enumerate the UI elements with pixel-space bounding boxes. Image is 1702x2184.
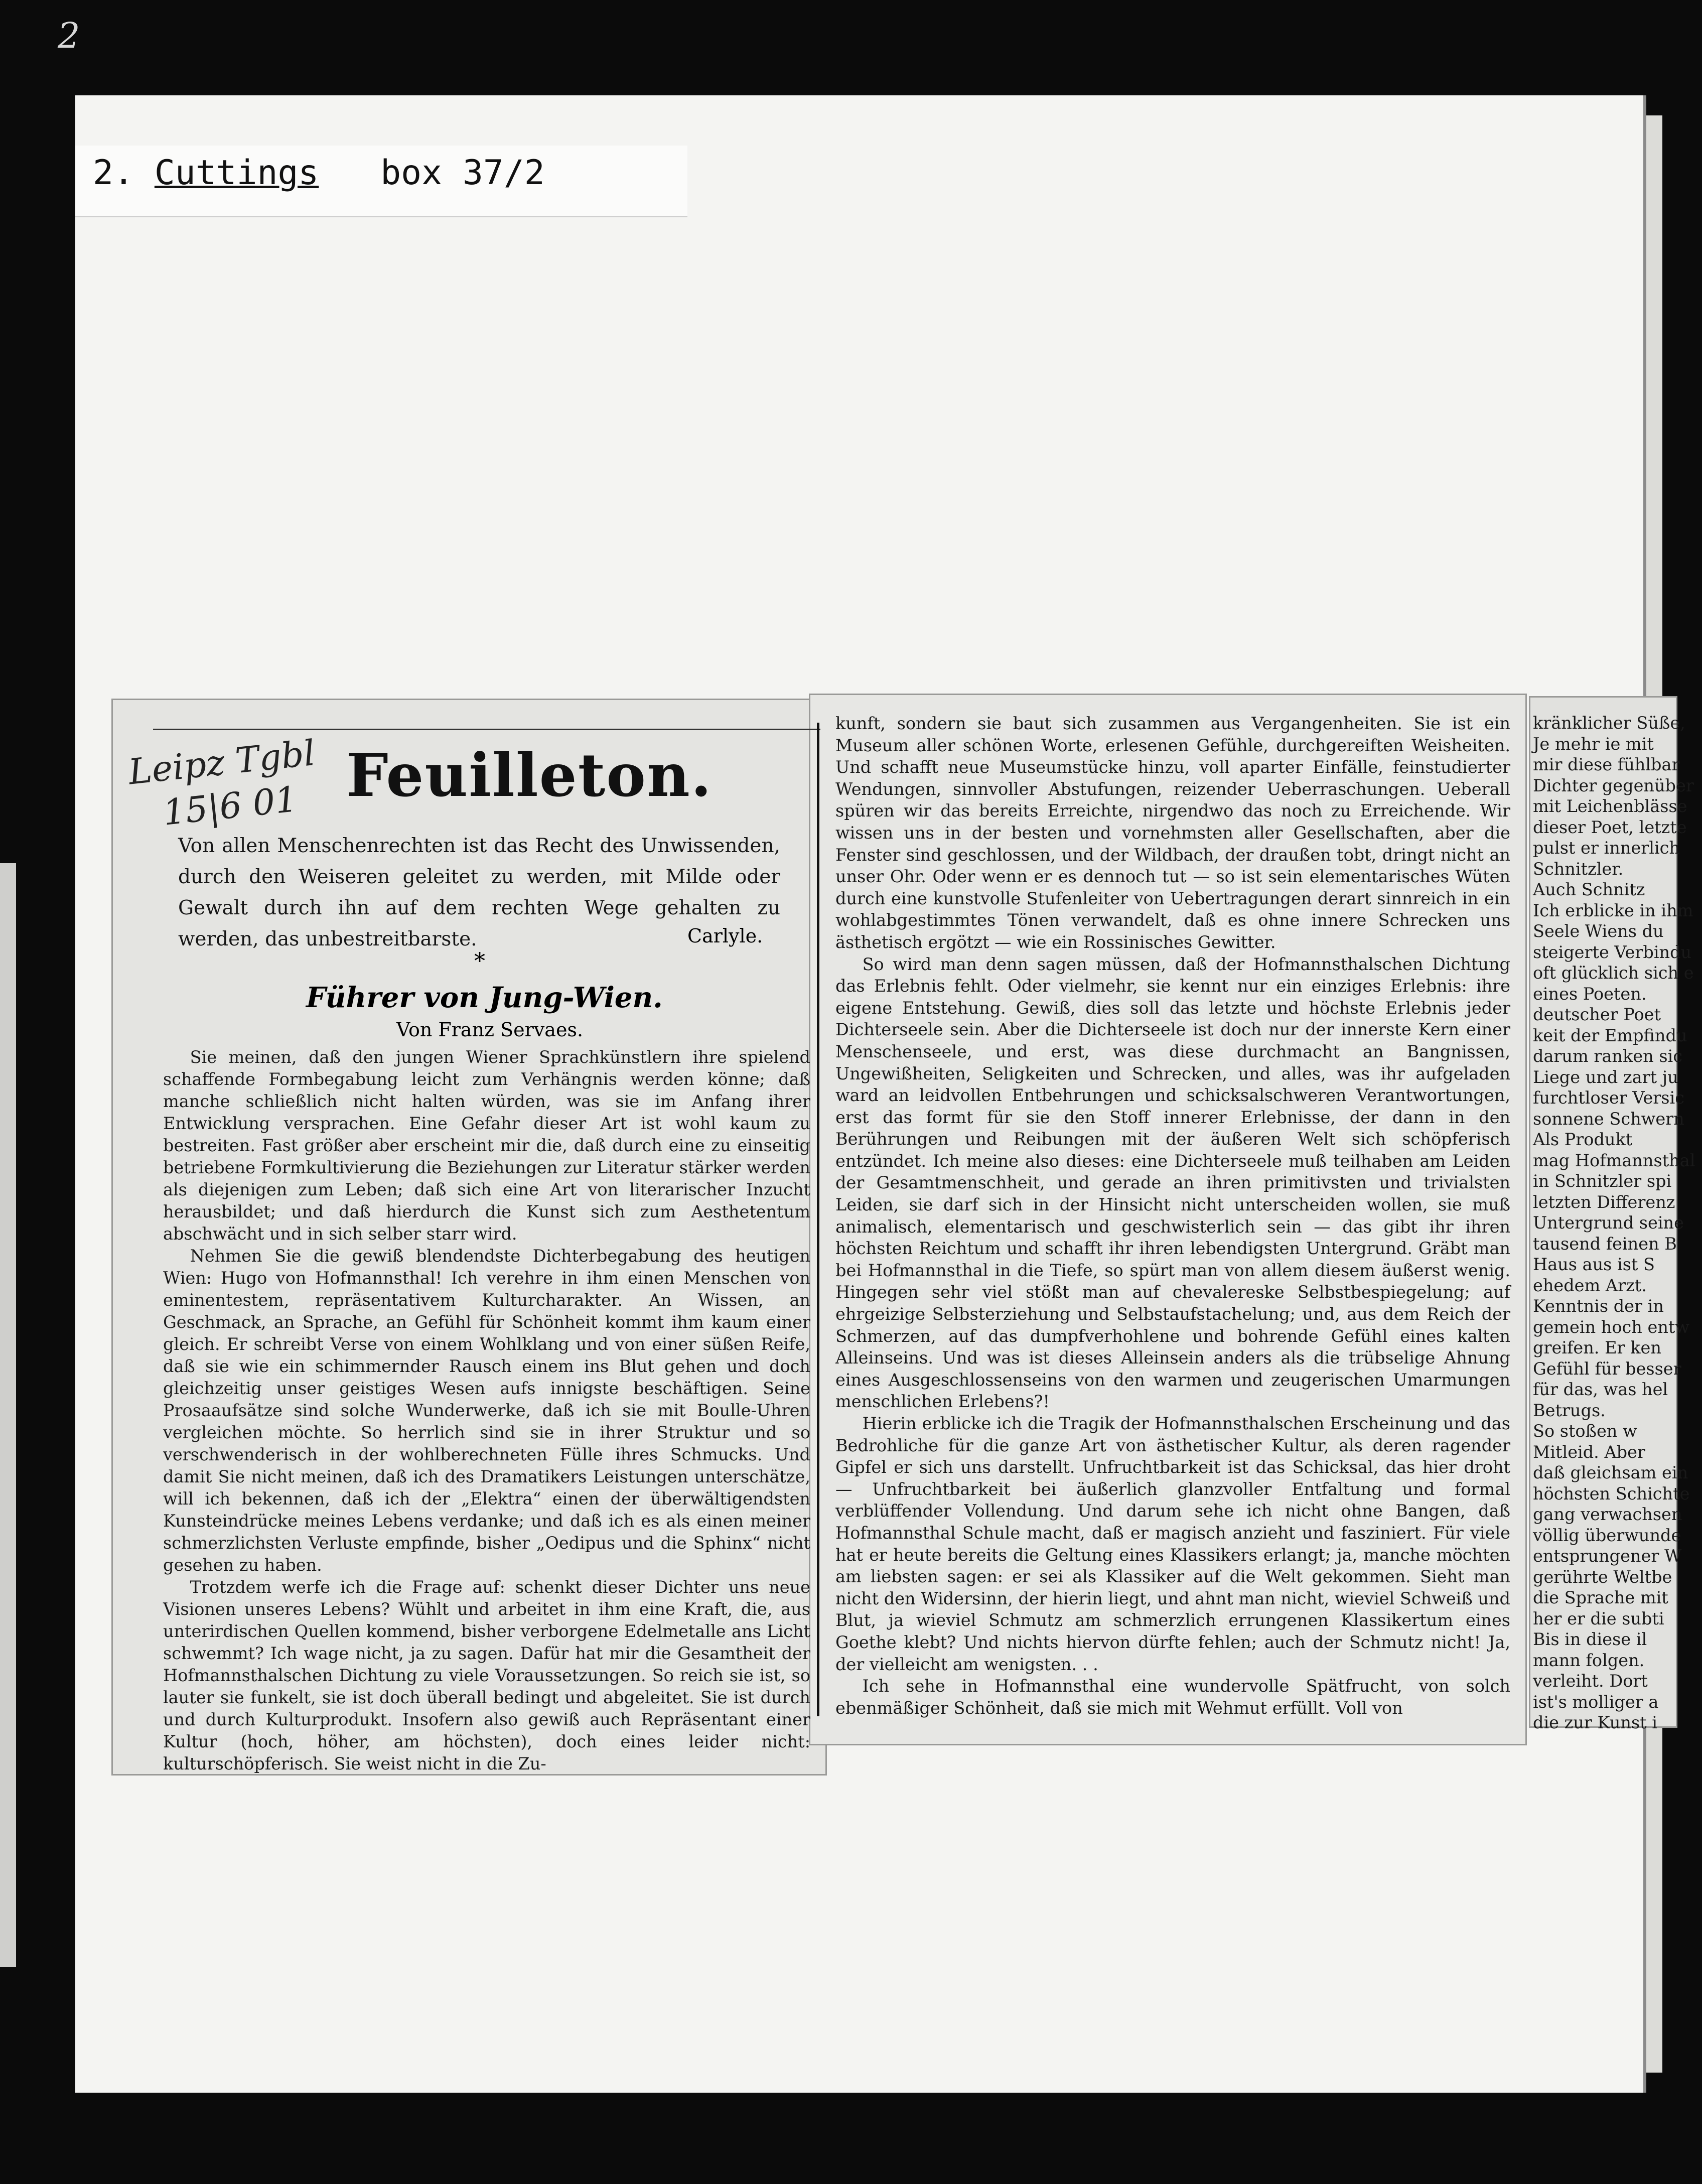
column-1-paragraph: Sie meinen, daß den jungen Wiener Sprachkünstlern ihre spielend schaffende Formbegabung leicht zum Verhängnis werden könne; daß manche schließlich nicht halten würden, was sie im Anfang ihrer Entwicklung versprachen. Eine Gefahr dieser Art ist wohl kaum zu bestreiten. Fast größer aber erscheint mir die, daß durch eine zu einseitig betriebene Formkultivierung die Beziehungen zur Literatur stärker werden als diejenigen zum Leben; daß sich eine Art von literarischer Inzucht herausbildet; und daß hierdurch die Kunst sich zum Aesthetentum abschwächt und in sich selber starr wird. <box>163 1047 810 1244</box>
column-3-line: kränklicher Süße, <box>1533 713 1685 733</box>
column-3-line: keit der Empfindu <box>1533 1025 1687 1045</box>
column-3-line: mir diese fühlbar <box>1533 755 1680 774</box>
adjacent-page-edge <box>0 863 16 1967</box>
column-1-paragraph: Nehmen Sie die gewiß blendendste Dichterbegabung des heutigen Wien: Hugo von Hofmannsthal! Ich verehre in ihm einen Menschen von eminentestem, repräsentativem Kulturcharakter. An Wissen, an Geschmack, an Sprache, an Gefühl für Schönheit kommt ihm kaum einer gleich. Er schreibt Verse von einem Wohlklang und von einer süßen Reife, daß sie wie ein schimmernder Rausch einem ins Blut gehen und doch gleichzeitig unser geistiges Wesen aufs innigste beschäftigen. Seine Prosaaufsätze sind solche Wunderwerke, daß ich sie mit Boulle-Uhren vergleichen möchte. So herrlich sind sie in ihrer Struktur und so verschwenderisch in der wohlberechneten Fülle ihres Schmucks. Und damit Sie nicht meinen, daß ich des Dramatikers Leistungen unterschätze, will ich bekennen, daß ich der „Elektra“ einen der überwältigendsten Kunsteindrücke meines Lebens verdanke; und daß ich es als einen meiner schmerzlichsten Verluste empfinde, bisher „Oedipus und die Sphinx“ nicht gesehen zu haben. <box>163 1246 810 1575</box>
article-section-title: Feuilleton. <box>346 740 713 810</box>
column-3-line: ehedem Arzt. <box>1533 1275 1647 1295</box>
column-1-paragraph: Trotzdem werfe ich die Frage auf: schenkt dieser Dichter uns neue Visionen unseres Lebens? Wühlt und arbeitet in ihm eine Kraft, die, aus unterirdischen Quellen kommend, bisher verborgene Edelmetalle ans Licht schwemmt? Ich wage nicht, ja zu sagen. Dafür hat mir die Gesamtheit der Hofmannsthalschen Dichtung zu viele Voraussetzungen. So reich sie ist, so lauter sie funkelt, sie ist doch überall bedingt und abgeleitet. Sie ist durch und durch Kulturprodukt. Insofern also gewiß auch Repräsentant einer Kultur (hoch, höher, am höchsten), doch eines leider nicht: kulturschöpferisch. Sie weist nicht in die Zu- <box>163 1577 810 1773</box>
column-3-line: Haus aus ist S <box>1533 1255 1655 1274</box>
column-2-paragraph: kunft, sondern sie baut sich zusammen aus Vergangenheiten. Sie ist ein Museum aller schönen Worte, erlesenen Gefühle, durchgereiften Weisheiten. Und schafft neue Museumstücke hinzu, voll aparter Einfälle, feinstudierter Wendungen, sinnvoller Abstufungen, reizender Ueberraschungen. Ueberall spüren wir das bereits Erreichte, nirgendwo das noch zu Erreichende. Wir wissen uns in der besten und vornehmsten aller Gesellschaften, aber die Fenster sind geschlossen, und der Wildbach, der draußen tobt, dringt nicht an unser Ohr. Oder wenn er es dennoch tut — so ist sein elementarisches Wüten durch eine kunstvolle Stufenleiter von Uebertragungen derart sinnreich in ein wohlabgestimmtes Tönen verwandelt, daß es ohne innere Schrecken uns ästhetisch ergötzt — wie ein Rossinisches Gewitter. <box>835 714 1510 952</box>
column-divider <box>817 723 819 1716</box>
label-section: Cuttings <box>154 153 319 193</box>
column-3-line: in Schnitzler spi <box>1533 1171 1672 1191</box>
column-3-line: die zur Kunst i <box>1533 1713 1657 1732</box>
column-3-line: oft glücklich sich e <box>1533 963 1694 983</box>
column-3-line: gemein hoch entw <box>1533 1317 1690 1337</box>
column-3-line: So stoßen w <box>1533 1421 1637 1441</box>
folder-label <box>93 153 545 193</box>
column-3-line: pulst er innerlich <box>1533 838 1680 858</box>
column-3-line: entsprungener W <box>1533 1546 1682 1566</box>
column-3-line: Als Produkt <box>1533 1130 1633 1149</box>
label-number: 2. <box>93 153 134 193</box>
page-number-handwritten: 2 <box>58 15 80 56</box>
column-3-line: letzten Differenz <box>1533 1192 1675 1212</box>
column-3-line: Liege und zart ju <box>1533 1067 1678 1087</box>
article-column-2 <box>835 713 1510 1719</box>
column-3-line: daß gleichsam ein <box>1533 1463 1688 1482</box>
column-3-line: eines Poeten. <box>1533 984 1647 1004</box>
column-3-line: gang verwachsen <box>1533 1505 1682 1524</box>
column-2-paragraph: Ich sehe in Hofmannsthal eine wundervolle Spätfrucht, von solch ebenmäßiger Schönheit, daß sie mich mit Wehmut erfüllt. Voll von <box>835 1676 1510 1718</box>
column-3-line: Ich erblicke in ihm <box>1533 900 1693 920</box>
column-3-line: Untergrund seine <box>1533 1213 1684 1233</box>
column-3-line: furchtloser Versic <box>1533 1088 1684 1108</box>
column-3-line: Gefühl für besser <box>1533 1358 1681 1379</box>
column-3-line: Je mehr ie mit <box>1533 734 1654 754</box>
column-3-line: Kenntnis der in <box>1533 1296 1664 1316</box>
column-3-line: Mitleid. Aber <box>1533 1442 1645 1462</box>
article-byline: Von Franz Servaes. <box>396 1019 584 1041</box>
epigraph-author: Carlyle. <box>687 925 763 947</box>
column-3-line: mag Hofmannsthal <box>1533 1150 1695 1170</box>
column-3-line: steigerte Verbindu <box>1533 942 1692 962</box>
column-3-line: für das, was hel <box>1533 1380 1668 1399</box>
handwritten-date-line: 15|6 01 <box>161 778 300 834</box>
column-2-paragraph: Hierin erblicke ich die Tragik der Hofmannsthalschen Erscheinung und das Bedrohliche für die ganze Art von ästhetischer Kultur, als deren ragender Gipfel er sich uns darstellt. Unfruchtbarkeit ist das Schicksal, das hier droht — Unfruchtbarkeit bei äußerlich glanzvoller Entfaltung und formal verblüffender Vollendung. Und darum sehe ich nicht ohne Bangen, daß Hofmannsthal Schule macht, daß er magisch anzieht und fasziniert. Für viele hat er heute bereits die Geltung eines Klassikers erlangt; ja, manche möchten am liebsten sagen: er sei als Klassiker auf die Welt gekommen. Sieht man nicht den Widersinn, der hierin liegt, und ahnt man nicht, wieviel Schweiß und Blut, ja wieviel Schmutz am schmerzlich errungenen Klassikertum eines Goethe klebt? Und nichts hiervon dürfte fehlen; auch der Schmutz nicht! Ja, der vielleicht am wenigsten. . . <box>835 1414 1510 1674</box>
column-3-line: darum ranken sic <box>1533 1046 1682 1066</box>
column-3-line: Auch Schnitz <box>1533 880 1645 899</box>
column-3-line: Dichter gegenüber <box>1533 775 1694 795</box>
column-3-line: die Sprache mit <box>1533 1588 1668 1607</box>
column-3-line: dieser Poet, letzte <box>1533 817 1687 837</box>
article-column-3-fragment <box>1533 713 1702 1733</box>
column-3-line: sonnene Schwern <box>1533 1109 1684 1129</box>
column-3-line: deutscher Poet <box>1533 1005 1661 1024</box>
column-3-line: völlig überwunde <box>1533 1525 1681 1545</box>
column-3-line: Schnitzler. <box>1533 859 1624 879</box>
column-2-paragraph: So wird man denn sagen müssen, daß der Hofmannsthalschen Dichtung das Erlebnis fehlt. Oder vielmehr, sie kennt nur ein einziges Erlebnis: ihre eigene Entstehung. Gewiß, dies soll das letzte und höchste Erlebnis jeder Dichterseele sein. Aber die Dichterseele ist doch nur der innerste Kern einer Menschenseele, und erst, was diese durchmacht an Bangnissen, Ungewißheiten, Seligkeiten und Schrecken, und alles, was ihr aufgeladen ward an leidvollen Entbehrungen und schicksalschweren Verantwortungen, erst das formt für sie den Stoff innerer Erlebnisse, der dann in den Berührungen und Reibungen mit der äußeren Welt sich schöpferisch entzündet. Ich meine also dieses: eine Dichterseele muß teilhaben am Leiden der Gesamtmenschheit, und gerade an ihren primitivsten und trivialsten Leiden, sie darf sich in der Hinsicht nicht unterscheiden wollen, sie muß animalisch, elementarisch und geschwisterlich sein — das gibt ihr ihren höchsten Reichtum und schafft ihr ihren lebendigsten Untergrund. Gräbt man bei Hofmannsthal in die Tiefe, so spürt man von allem diesem äußerst wenig. Hingegen sehr viel stößt man auf chevalereske Selbstbespiegelung; auf ehrgeizige Selbsterziehung und Selbstaufstachelung; und, aus dem Reich der Schmerzen, auf das dumpfverhohlene und bohrende Gefühl eines kalten Alleinseins. Und was ist dieses Alleinsein anders als die trübselige Ahnung eines Ausgeschlossenseins von den warmen und zeugerischen Umarmungen menschlichen Erlebens?! <box>835 954 1510 1412</box>
column-3-line: mit Leichenblässe <box>1533 796 1687 816</box>
column-3-line: her er die subti <box>1533 1608 1664 1628</box>
article-column-1 <box>163 1046 810 1775</box>
column-3-line: höchsten Schichte <box>1533 1483 1690 1504</box>
column-3-line: tausend feinen B <box>1533 1234 1677 1254</box>
column-3-line: ist's molliger a <box>1533 1692 1659 1712</box>
column-3-line: greifen. Er ken <box>1533 1338 1661 1357</box>
article-title: Führer von Jung-Wien. <box>306 981 663 1014</box>
column-3-line: Bis in diese il <box>1533 1629 1647 1649</box>
handwritten-source-line: Leipz Tgbl <box>126 732 317 793</box>
column-3-line: gerührte Weltbe <box>1533 1567 1672 1587</box>
epigraph: Von allen Menschenrechten ist das Recht des Unwissenden, durch den Weiseren geleitet zu werden, mit Milde oder Gewalt durch ihn auf dem rechten Wege gehalten zu werden, das unbestreitbarste. <box>178 835 780 950</box>
separator-asterisk: * <box>474 948 485 974</box>
column-3-line: mann folgen. <box>1533 1650 1645 1670</box>
column-3-line: Betrugs. <box>1533 1400 1606 1420</box>
column-top-rule <box>153 729 820 730</box>
column-3-line: Seele Wiens du <box>1533 921 1664 941</box>
label-box: box 37/2 <box>380 153 545 193</box>
column-3-line: verleiht. Dort <box>1533 1671 1648 1691</box>
